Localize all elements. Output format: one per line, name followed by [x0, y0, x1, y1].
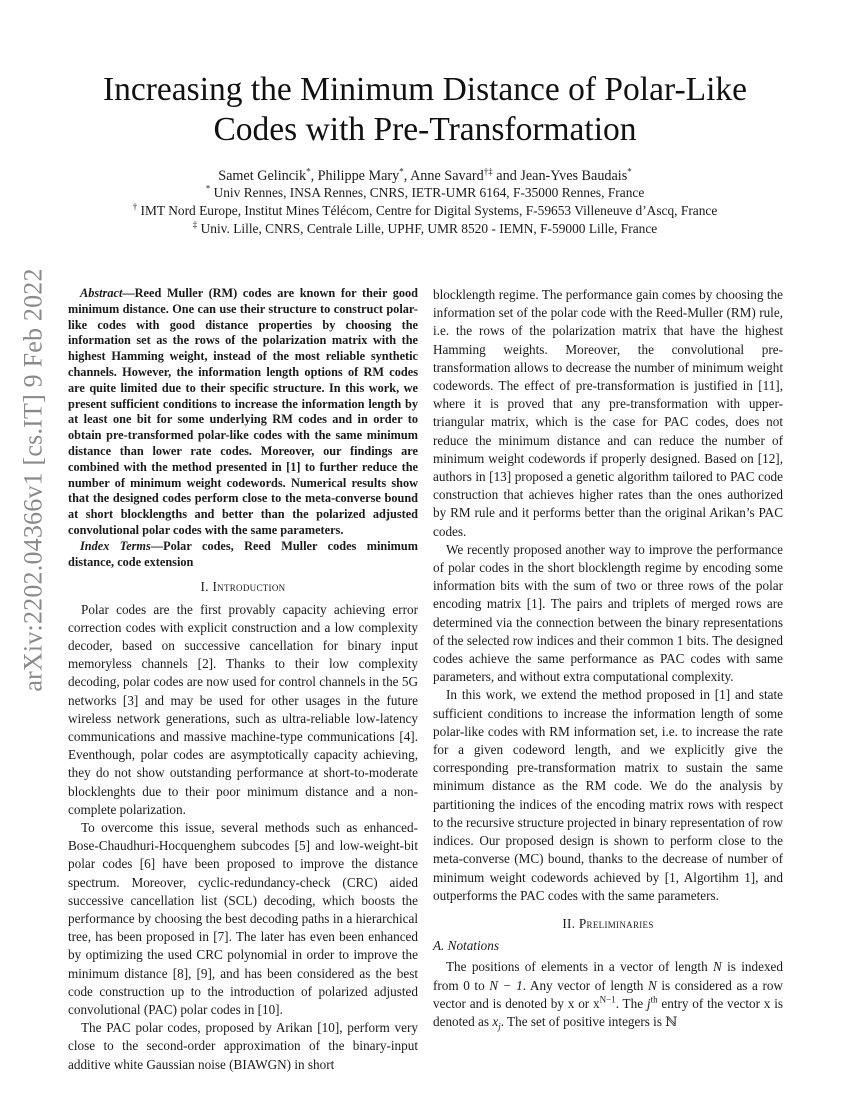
- subsection-title: Notations: [447, 938, 499, 954]
- text-run: The positions of elements in a vector of length: [446, 959, 713, 975]
- arxiv-id-text: arXiv:2202.04366v1 [cs.IT] 9 Feb 2022: [19, 268, 48, 692]
- author-list: Samet Gelincik*, Philippe Mary*, Anne Savard†‡ and Jean-Yves Baudais*: [218, 166, 632, 184]
- section-title: Introduction: [212, 579, 286, 595]
- left-column: [68, 286, 418, 1074]
- text-run: . The: [615, 995, 647, 1011]
- paragraph: In this work, we extend the method proposed in [1] and state sufficient conditions to increase the information length of some polar-like codes with RM information set, i.e. to increase the rate for a given codeword length, and we explicitly give the corresponding pre-transformation matrix to sustain the same minimum distance as the RM code. We do the analysis by partitioning the indices of the encoding matrix rows with respect to the recursive structure projected in binary representation of row indices. Our proposed design is shown to perform close to the meta-converse (MC) bound, thanks to the decrease of number of minimum weight codewords achieved by [1, Algortihm 1], and outperforms the PAC codes with the same parameters.: [433, 687, 783, 903]
- affiliation-mark: †: [132, 201, 138, 212]
- text-run: entry of the vector x is denoted as: [433, 995, 783, 1029]
- author-mark: *: [627, 166, 632, 177]
- paragraph: [433, 958, 783, 1035]
- author-mark: *: [399, 166, 404, 177]
- affiliation-text: Univ. Lille, CNRS, Centrale Lille, UPHF, UMR 8520 - IEMN, F-59000 Lille, France: [200, 221, 658, 236]
- affiliation-mark: ‡: [192, 219, 198, 230]
- text-run: is considered as a row vector and is denoted by x or x: [433, 977, 783, 1011]
- paper-title: Increasing the Minimum Distance of Polar-Like Codes with Pre-Transformation: [102, 71, 748, 148]
- math-subscript: j: [498, 1021, 501, 1032]
- affiliation-text: Univ Rennes, INSA Rennes, CNRS, IETR-UMR 6164, F-35000 Rennes, France: [213, 185, 645, 200]
- math-symbol: N − 1: [489, 977, 523, 993]
- paragraph: Polar codes are the first provably capacity achieving error correction codes with explicit construction and a low complexity decoder, based on successive cancellation for binary input memoryless channels [2]. Thanks to their low complexity decoding, polar codes are now used for control channels in the 5G networks [3] and may be used for other usages in the future wireless network generations, such as ultra-reliable low-latency communications and massive machine-type communications [4]. Eventhough, polar codes are asymptotically capacity achieving, they do not show outstanding performance at short-to-moderate blocklenghts due to their poor minimum distance and a non-complete polarization.: [68, 601, 418, 817]
- index-terms-text: —Polar codes, Reed Muller codes minimum distance, code extension: [68, 538, 418, 569]
- paragraph: blocklength regime. The performance gain comes by choosing the information set of the polar code with the Reed-Muller (RM) rule, i.e. the rows of the polarization matrix that have the highest Hamming weights. Moreover, the convolutional pre-transformation allows to decrease the number of minimum weight codewords. The effect of pre-transformation is justified in [11], where it is proved that any pre-transformation with upper-triangular matrix, which is the case for PAC codes, does not reduce the minimum distance and can reduce the number of minimum weight codewords if properly designed. Based on [12], authors in [13] proposed a genetic algorithm tailored to PAC code construction that achieves higher rates than the ones authorized by RM rule and it performs better than the original Arikan’s PAC codes.: [433, 287, 783, 539]
- author-name: Anne Savard: [410, 168, 484, 184]
- text-run: . Any vector of length: [522, 977, 648, 993]
- section-number: II.: [562, 915, 576, 931]
- affiliation-text: IMT Nord Europe, Institut Mines Télécom, Centre for Digital Systems, F-59653 Villeneuve d’Ascq, France: [140, 203, 718, 218]
- abstract: [68, 286, 418, 539]
- section-heading: [433, 915, 783, 933]
- math-superscript: N−1: [599, 994, 616, 1005]
- paragraph: To overcome this issue, several methods such as enhanced-Bose-Chaudhuri-Hocquenghem subcodes [5] and low-weight-bit polar codes [6] have been proposed to improve the distance spectrum. Moreover, cyclic-redundancy-check (CRC) aided successive cancellation list (SCL) decoding, which boosts the performance by choosing the best decoding paths in a hierarchical tree, has been proposed in [7]. The later has even been enhanced by optimizing the used CRC polynomial in order to improve the minimum distance [8], [9], and has been considered as the best code construction up to the introduction of polarized adjusted convolutional (PAC) polar codes in [10].: [68, 819, 418, 1018]
- paragraph: We recently proposed another way to improve the performance of polar codes in the short blocklength regime by encoding some information bits with the sum of two or three rows of the polar encoding matrix [1]. The pairs and triplets of merged rows are determined via the connection between the binary representations of the selected row indices and their common 1 bits. The designed codes achieve the same performance as PAC codes with same parameters, and without extra computational complexity.: [433, 541, 783, 685]
- abstract-text: —Reed Muller (RM) codes are known for their good minimum distance. One can use their structure to construct polar-like codes with good distance properties by choosing the information set as the rows of the polarization matrix with the highest Hamming weight, instead of the most reliable synthetic channels. However, the information length options of RM codes are quite limited due to their specific structure. In this work, we present sufficient conditions to increase the information length by at least one bit for some underlying RM codes and in order to obtain pre-transformed polar-like codes with the same minimum distance than lower rate codes. Moreover, our findings are combined with the method presented in [1] to further reduce the number of minimum weight codewords. Numerical results show that the designed codes perform close to the meta-converse bound at short blocklengths and better than the polarized adjusted convolutional polar codes with the same parameters.: [68, 286, 418, 537]
- subsection-label: A.: [433, 938, 445, 954]
- arxiv-identifier: [4, 268, 64, 692]
- abstract-label: Abstract: [80, 286, 123, 300]
- affiliation: [60, 220, 790, 238]
- author-name: Samet Gelincik: [218, 168, 307, 184]
- author-name: Jean-Yves Baudais: [520, 168, 628, 184]
- math-superscript: th: [650, 994, 658, 1005]
- affiliation: [60, 202, 790, 220]
- section-title: Preliminaries: [578, 915, 654, 931]
- text-run: is indexed from 0 to: [433, 959, 784, 993]
- paragraph: The PAC polar codes, proposed by Arikan [10], perform very close to the second-order approximation of the binary-input additive white Gaussian noise (BIAWGN) in short: [68, 1020, 418, 1072]
- index-terms: [68, 539, 418, 571]
- section-number: I.: [200, 579, 209, 595]
- subsection-heading: [433, 937, 783, 955]
- section-heading: [68, 578, 418, 596]
- affiliation: [60, 184, 790, 202]
- right-column: [433, 286, 783, 1036]
- math-symbol: j: [646, 995, 651, 1011]
- math-symbol: x: [492, 1013, 499, 1029]
- text-run: . The set of positive integers is ℕ: [500, 1013, 678, 1029]
- affiliation-mark: *: [205, 183, 211, 194]
- math-symbol: N: [713, 959, 722, 975]
- author-mark: †‡: [483, 166, 493, 177]
- author-name: Philippe Mary: [317, 168, 400, 184]
- math-symbol: N: [647, 977, 657, 993]
- author-mark: *: [306, 166, 311, 177]
- index-terms-label: Index Terms: [80, 538, 151, 553]
